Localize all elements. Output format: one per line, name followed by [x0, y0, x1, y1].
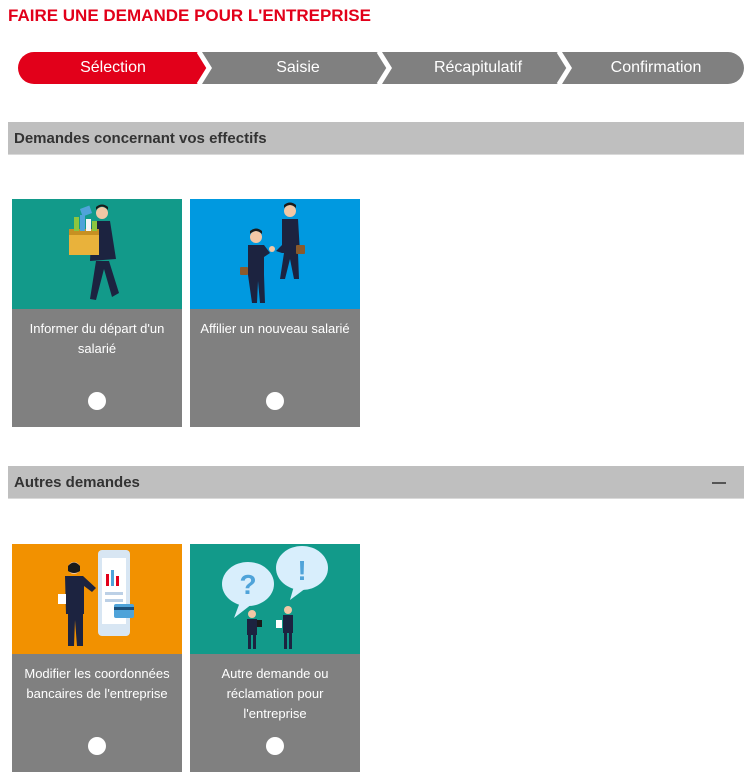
- person-carrying-box-illustration: [12, 199, 182, 309]
- card-radio[interactable]: [88, 392, 106, 410]
- card-label: Informer du départ d'un salarié: [29, 321, 165, 356]
- step-recapitulatif: Récapitulatif: [433, 59, 523, 76]
- card-label: Autre demande ou réclamation pour l'entreprise: [221, 666, 329, 721]
- svg-text:!: !: [297, 555, 307, 586]
- person-phone-bank-card-illustration: [12, 544, 182, 654]
- minus-icon[interactable]: [712, 482, 726, 484]
- card-radio[interactable]: [266, 737, 284, 755]
- section-title: Demandes concernant vos effectifs: [14, 130, 267, 147]
- step-saisie: Saisie: [276, 59, 320, 76]
- section-header-effectifs[interactable]: [8, 122, 744, 155]
- step-confirmation: Confirmation: [610, 59, 702, 76]
- card-label: Affilier un nouveau salarié: [200, 321, 350, 336]
- card-coordonnees-bancaires[interactable]: [12, 544, 182, 772]
- step-selection: Sélection: [80, 59, 146, 76]
- progress-stepper: [18, 52, 744, 84]
- card-radio[interactable]: [88, 737, 106, 755]
- section-title: Autres demandes: [14, 474, 140, 491]
- card-label: Modifier les coordonnées bancaires de l'entreprise: [24, 666, 170, 701]
- card-autre-demande[interactable]: [190, 544, 360, 772]
- card-depart-salarie[interactable]: [12, 199, 182, 427]
- page-title: FAIRE UNE DEMANDE POUR L'ENTREPRISE: [8, 6, 371, 25]
- svg-text:?: ?: [239, 569, 257, 600]
- people-speech-bubbles-illustration: [190, 544, 360, 654]
- card-affilier-salarie[interactable]: [190, 199, 360, 427]
- card-radio[interactable]: [266, 392, 284, 410]
- section-header-autres-demandes[interactable]: [8, 466, 744, 499]
- handshake-illustration: [190, 199, 360, 309]
